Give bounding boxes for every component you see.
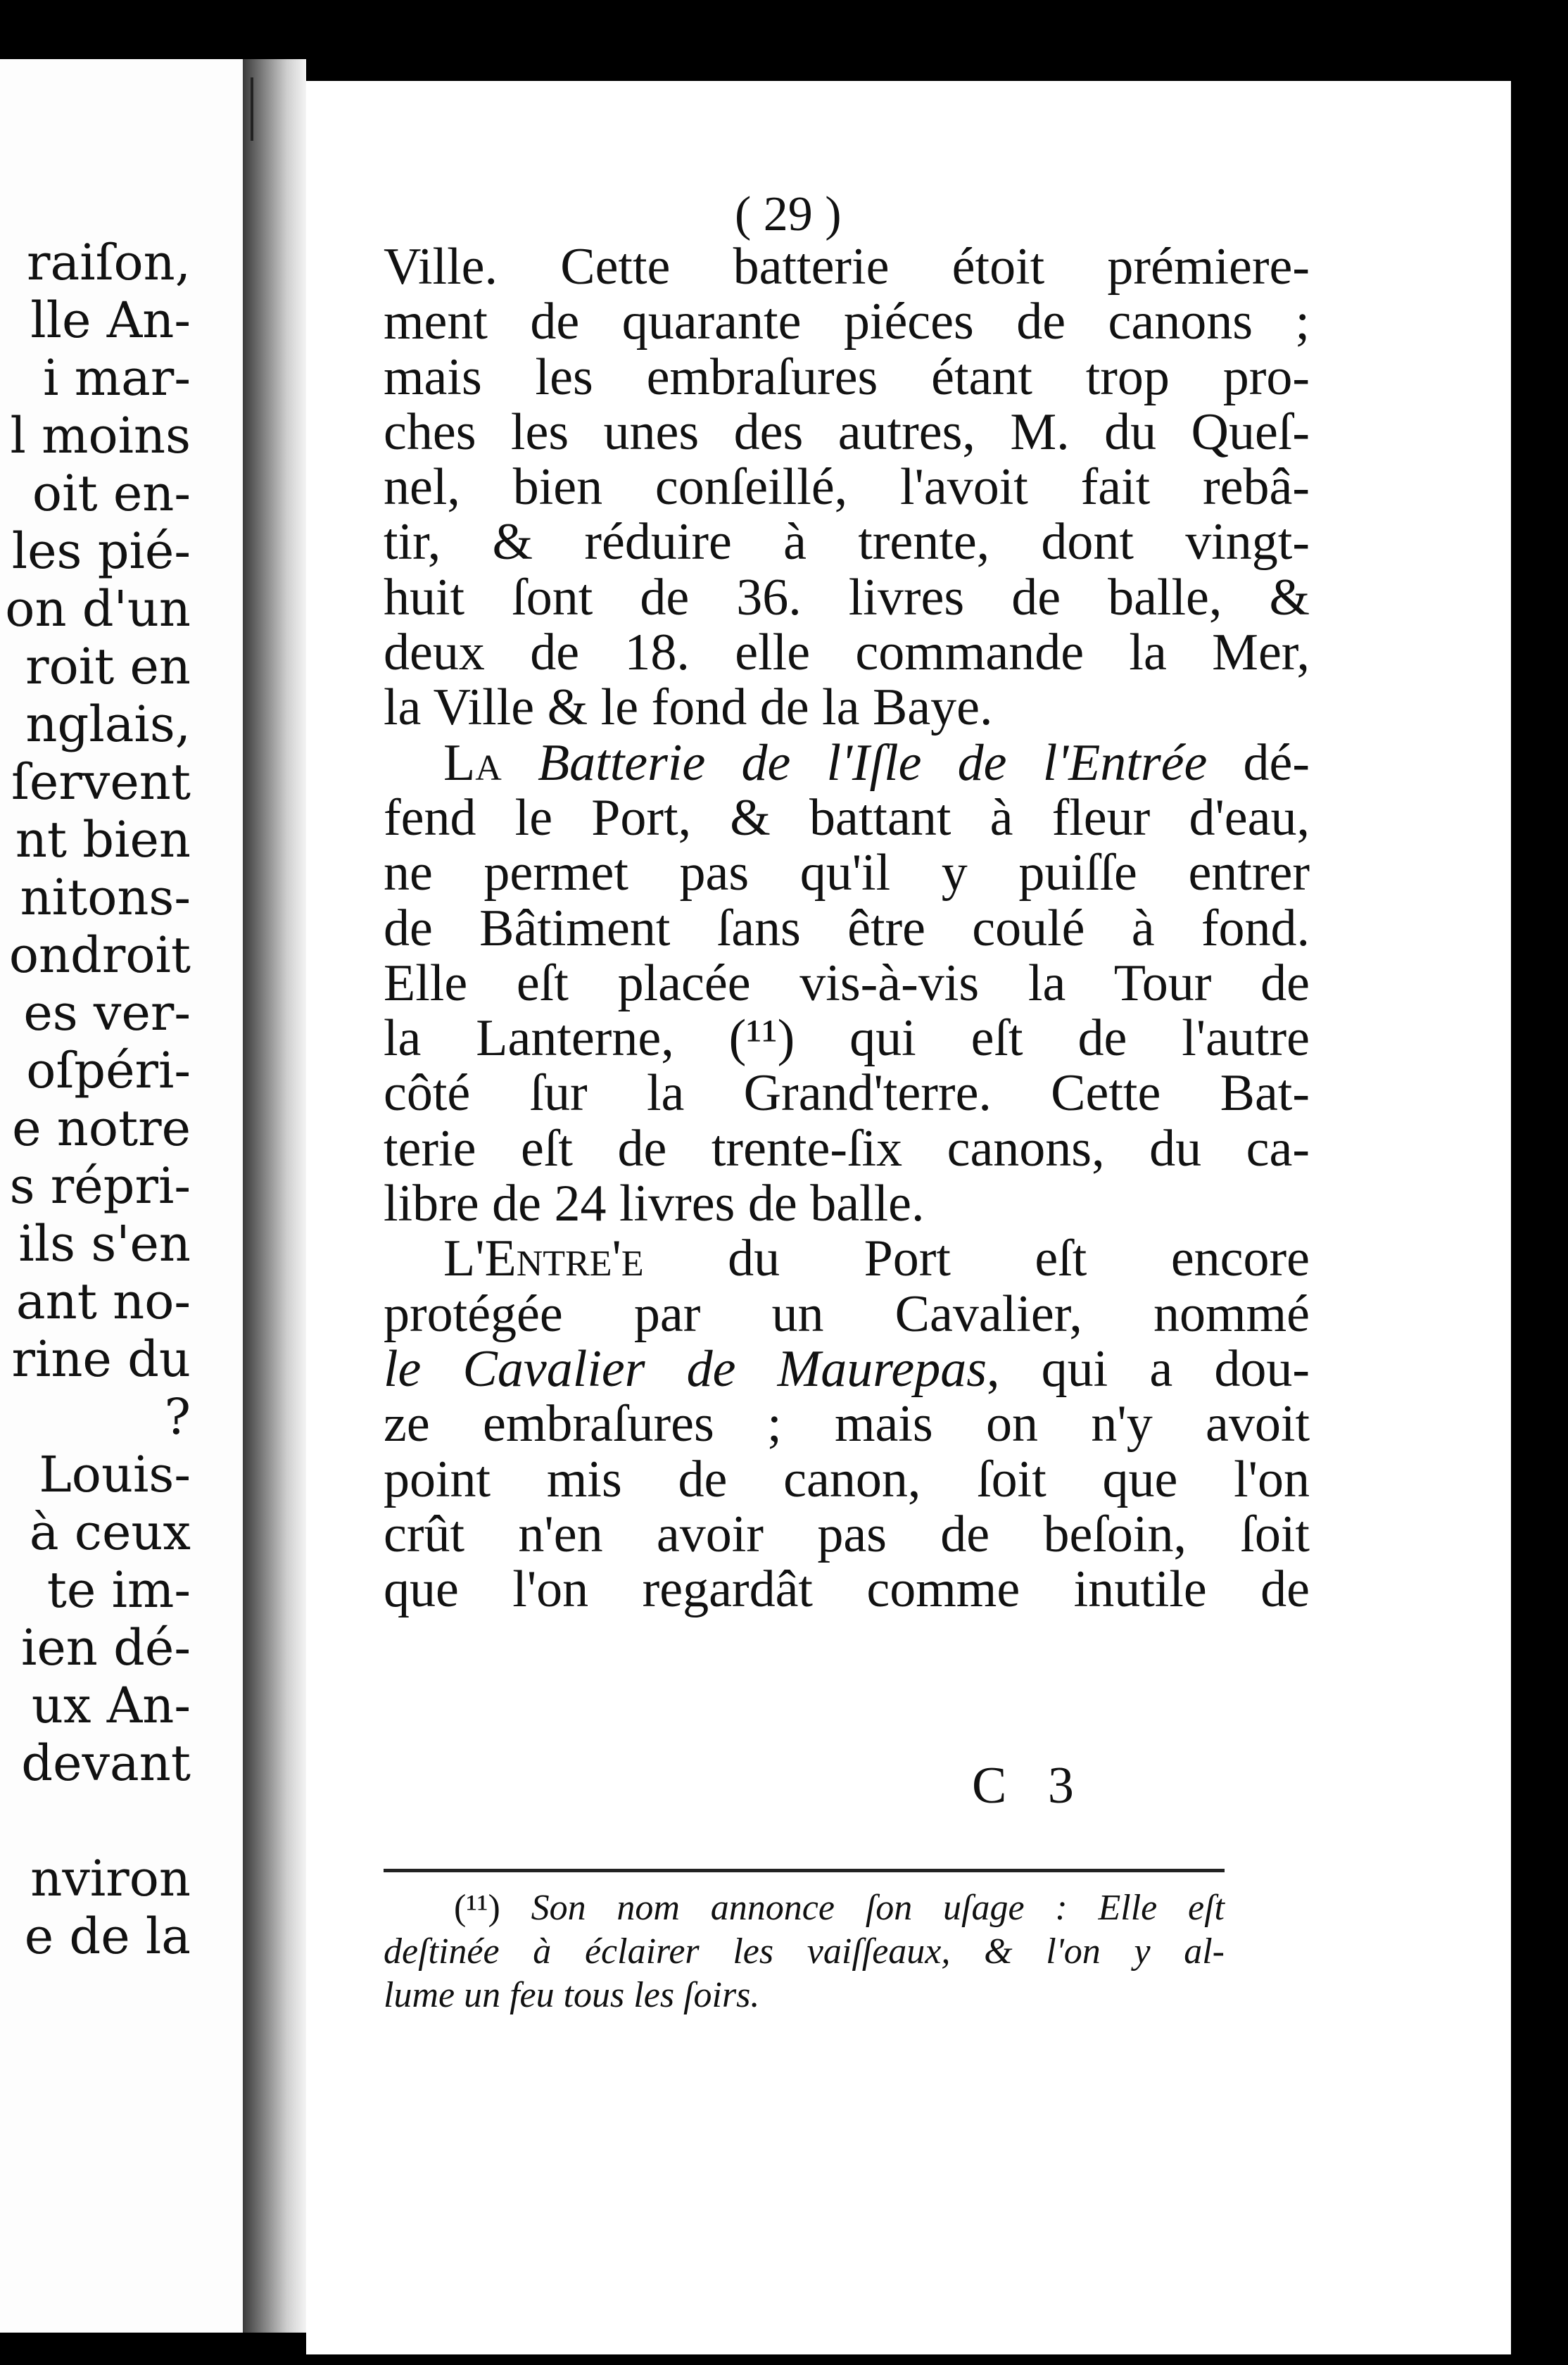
footnote-divider xyxy=(384,1869,1225,1872)
gutter-shadow xyxy=(243,59,306,2333)
small-caps-word: L'Entre'e xyxy=(443,1230,644,1288)
text-line: deux de 18. elle commande la Mer, xyxy=(384,624,1310,682)
paragraph-opening-line xyxy=(384,733,1310,792)
facing-page-line-fragment: à ceux xyxy=(29,1503,191,1561)
text-line: la Ville & le fond de la Baye. xyxy=(384,679,993,737)
facing-page-line-fragment: e de la xyxy=(24,1907,191,1965)
facing-page-line-fragment: oit en- xyxy=(32,465,191,522)
text-fragment: , qui a dou- xyxy=(987,1339,1310,1398)
facing-page-line-fragment: ien dé- xyxy=(20,1619,191,1677)
main-text xyxy=(384,239,1310,1617)
facing-page-line-fragment: on d'un xyxy=(5,580,191,638)
facing-page-line-fragment: ils s'en xyxy=(18,1215,191,1273)
text-line xyxy=(384,1339,1310,1398)
text-line: côté ſur la Grand'terre. Cette Bat- xyxy=(384,1064,1310,1123)
facing-page-line-fragment: raiſon, xyxy=(27,234,191,291)
facing-page-line-fragment: e notre xyxy=(12,1099,191,1157)
text-line: libre de 24 livres de balle. xyxy=(384,1175,925,1233)
text-line: ment de quarante piéces de canons ; xyxy=(384,293,1310,351)
paragraph-opening-line xyxy=(384,1231,1310,1286)
facing-page-line-fragment: les pié- xyxy=(11,522,191,580)
text-line: huit ſont de 36. livres de balle, & xyxy=(384,568,1310,626)
facing-page-line-fragment: oſpéri- xyxy=(26,1042,191,1099)
text-line: ne permet pas qu'il y puiſſe entrer xyxy=(384,844,1310,902)
text-line: crût n'en avoir pas de beſoin, ſoit xyxy=(384,1505,1310,1563)
text-line: mais les embraſures étant trop pro- xyxy=(384,348,1310,406)
text-line: ze embraſures ; mais on n'y avoit xyxy=(384,1395,1310,1453)
facing-page-text xyxy=(5,234,191,1965)
text-line: Elle eſt placée vis-à-vis la Tour de xyxy=(384,954,1310,1012)
facing-page-line-fragment xyxy=(5,1792,191,1850)
italic-phrase: Batterie de l'Iſle de l'Entrée xyxy=(537,733,1208,792)
facing-page-line-fragment: nt bien xyxy=(15,811,191,869)
text-line: protégée par un Cavalier, nommé xyxy=(384,1285,1310,1343)
text-line: Ville. Cette batterie étoit prémiere- xyxy=(384,238,1310,296)
facing-page-line-fragment: te im- xyxy=(46,1561,191,1619)
footnote-text: Son nom annonce ſon uſage : Elle eſt xyxy=(531,1888,1225,1928)
text-line: tir, & réduire à trente, dont vingt- xyxy=(384,513,1310,572)
facing-page-line-fragment: ant no- xyxy=(15,1273,191,1330)
facing-page-line-fragment: ux An- xyxy=(31,1677,191,1734)
facing-page-line-fragment: es ver- xyxy=(23,984,191,1042)
facing-page-line-fragment: devant xyxy=(21,1734,191,1792)
text-line: nel, bien conſeillé, l'avoit fait rebâ- xyxy=(384,458,1310,517)
facing-page-line-fragment: ſervent xyxy=(11,753,191,811)
facing-page-line-fragment: nitons- xyxy=(20,869,191,926)
facing-page-line-fragment: ? xyxy=(164,1388,191,1446)
text-line: la Lanterne, (¹¹) qui eſt de l'autre xyxy=(384,1009,1310,1068)
text-line: ches les unes des autres, M. du Queſ- xyxy=(384,403,1310,461)
facing-page-line-fragment: l moins xyxy=(10,407,191,465)
text-fragment: du Port eſt encore xyxy=(728,1230,1310,1288)
facing-page-line-fragment: roit en xyxy=(25,638,191,695)
text-line: fend le Port, & battant à fleur d'eau, xyxy=(384,788,1310,847)
signature-mark: C 3 xyxy=(972,1757,1088,1815)
book-page xyxy=(306,81,1511,2354)
footnote-line xyxy=(384,1886,1225,1930)
text-line: point mis de canon, ſoit que l'on xyxy=(384,1450,1310,1508)
page-number: ( 29 ) xyxy=(735,187,842,241)
facing-page-line-fragment: s répri- xyxy=(9,1157,191,1215)
italic-phrase: le Cavalier de Maurepas xyxy=(384,1339,987,1398)
footnote-line: lume un feu tous les ſoirs. xyxy=(384,1975,760,2015)
text-fragment: dé- xyxy=(1243,733,1310,792)
gutter-mark xyxy=(251,77,253,141)
facing-page-line-fragment: lle An- xyxy=(30,291,191,349)
facing-page-line-fragment: ondroit xyxy=(8,926,191,984)
small-caps-word: La xyxy=(443,733,502,792)
text-line: de Bâtiment ſans être coulé à fond. xyxy=(384,899,1310,957)
facing-page-line-fragment: rine du xyxy=(11,1330,191,1388)
facing-page-line-fragment: nviron xyxy=(30,1850,191,1907)
footnote-line: deſtinée à éclairer les vaiſſeaux, & l'on y al- xyxy=(384,1931,1225,1972)
facing-page-line-fragment: i mar- xyxy=(43,349,191,407)
facing-page-line-fragment: Louis- xyxy=(39,1446,191,1503)
footnote-marker: (¹¹) xyxy=(454,1888,500,1928)
text-line: que l'on regardât comme inutile de xyxy=(384,1560,1310,1619)
facing-page-fragment xyxy=(0,59,243,2333)
footnote xyxy=(384,1886,1225,2017)
facing-page-line-fragment: nglais, xyxy=(25,695,191,753)
text-line: terie eſt de trente-ſix canons, du ca- xyxy=(384,1119,1310,1178)
